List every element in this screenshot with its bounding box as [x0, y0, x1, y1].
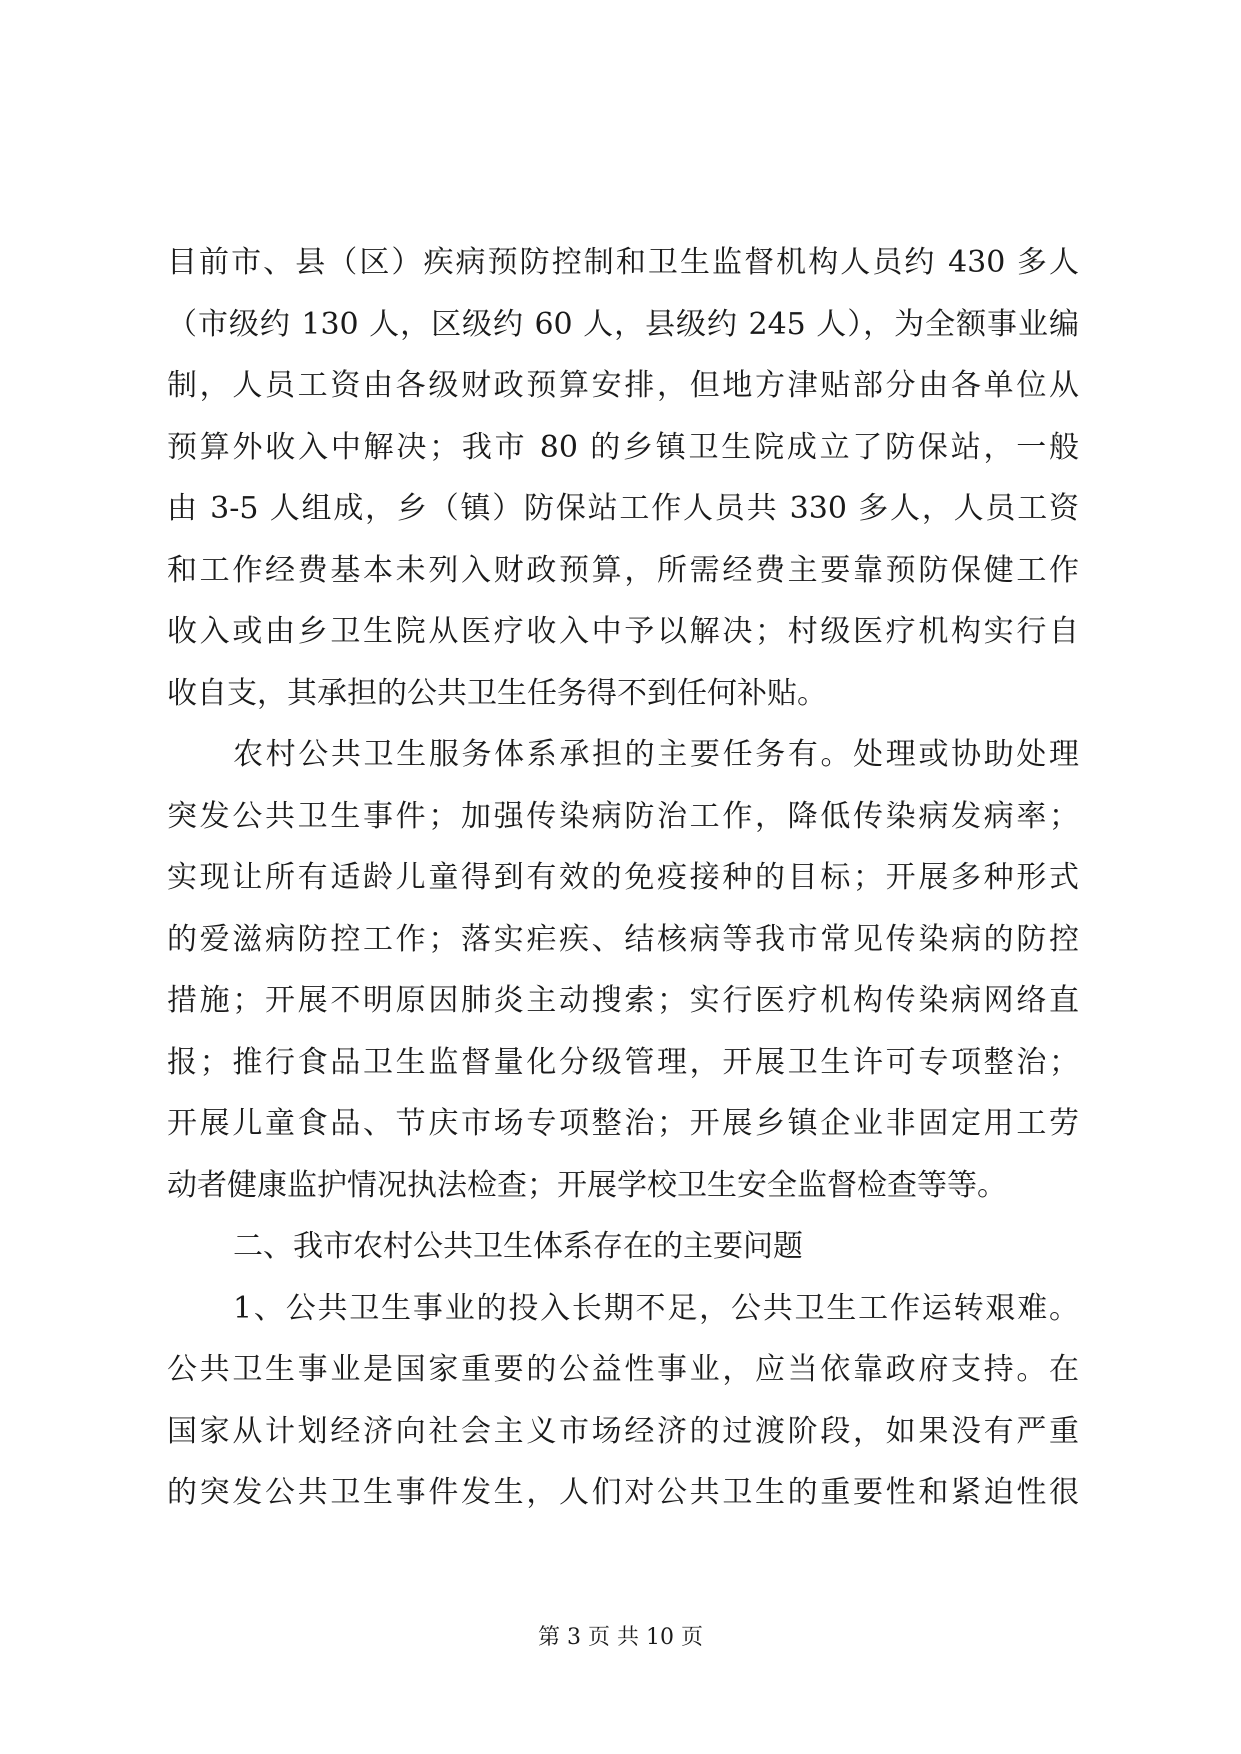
- text-line: 实现让所有适龄儿童得到有效的免疫接种的目标；开展多种形式: [167, 860, 1079, 895]
- text-line: 收入或由乡卫生院从医疗收入中予以解决；村级医疗机构实行自: [167, 614, 1079, 649]
- text-line: 报；推行食品卫生监督量化分级管理，开展卫生许可专项整治；: [167, 1044, 1079, 1080]
- section-heading: 二、我市农村公共卫生体系存在的主要问题: [233, 1229, 803, 1264]
- text-line: 农村公共卫生服务体系承担的主要任务有。处理或协助处理: [233, 737, 1079, 772]
- text-line: 公共卫生事业是国家重要的公益性事业，应当依靠政府支持。在: [167, 1352, 1079, 1387]
- text-line: 动者健康监护情况执法检查；开展学校卫生安全监督检查等等。: [167, 1167, 1007, 1203]
- text-line: 突发公共卫生事件；加强传染病防治工作，降低传染病发病率；: [167, 798, 1079, 834]
- text-line: 由 3-5 人组成，乡（镇）防保站工作人员共 330 多人，人员工资: [167, 491, 1079, 526]
- page-number-footer: 第 3 页 共 10 页: [538, 1625, 703, 1650]
- text-line: 预算外收入中解决；我市 80 的乡镇卫生院成立了防保站，一般: [167, 429, 1079, 465]
- text-line: 措施；开展不明原因肺炎主动搜索；实行医疗机构传染病网络直: [167, 983, 1079, 1018]
- text-line: 的爱滋病防控工作；落实疟疾、结核病等我市常见传染病的防控: [167, 921, 1079, 957]
- text-line: 的突发公共卫生事件发生，人们对公共卫生的重要性和紧迫性很: [167, 1475, 1079, 1510]
- text-line: 收自支，其承担的公共卫生任务得不到任何补贴。: [167, 675, 827, 711]
- text-line: 和工作经费基本未列入财政预算，所需经费主要靠预防保健工作: [167, 552, 1079, 588]
- document-body: [167, 232, 1079, 1524]
- text-line: 1、公共卫生事业的投入长期不足，公共卫生工作运转艰难。: [233, 1290, 1079, 1326]
- text-line: 国家从计划经济向社会主义市场经济的过渡阶段，如果没有严重: [167, 1413, 1079, 1449]
- text-line: 开展儿童食品、节庆市场专项整治；开展乡镇企业非固定用工劳: [167, 1106, 1079, 1141]
- text-line: 制，人员工资由各级财政预算安排，但地方津贴部分由各单位从: [167, 368, 1079, 403]
- text-line: 目前市、县（区）疾病预防控制和卫生监督机构人员约 430 多人: [167, 245, 1079, 280]
- text-line: （市级约 130 人，区级约 60 人，县级约 245 人），为全额事业编: [167, 306, 1079, 342]
